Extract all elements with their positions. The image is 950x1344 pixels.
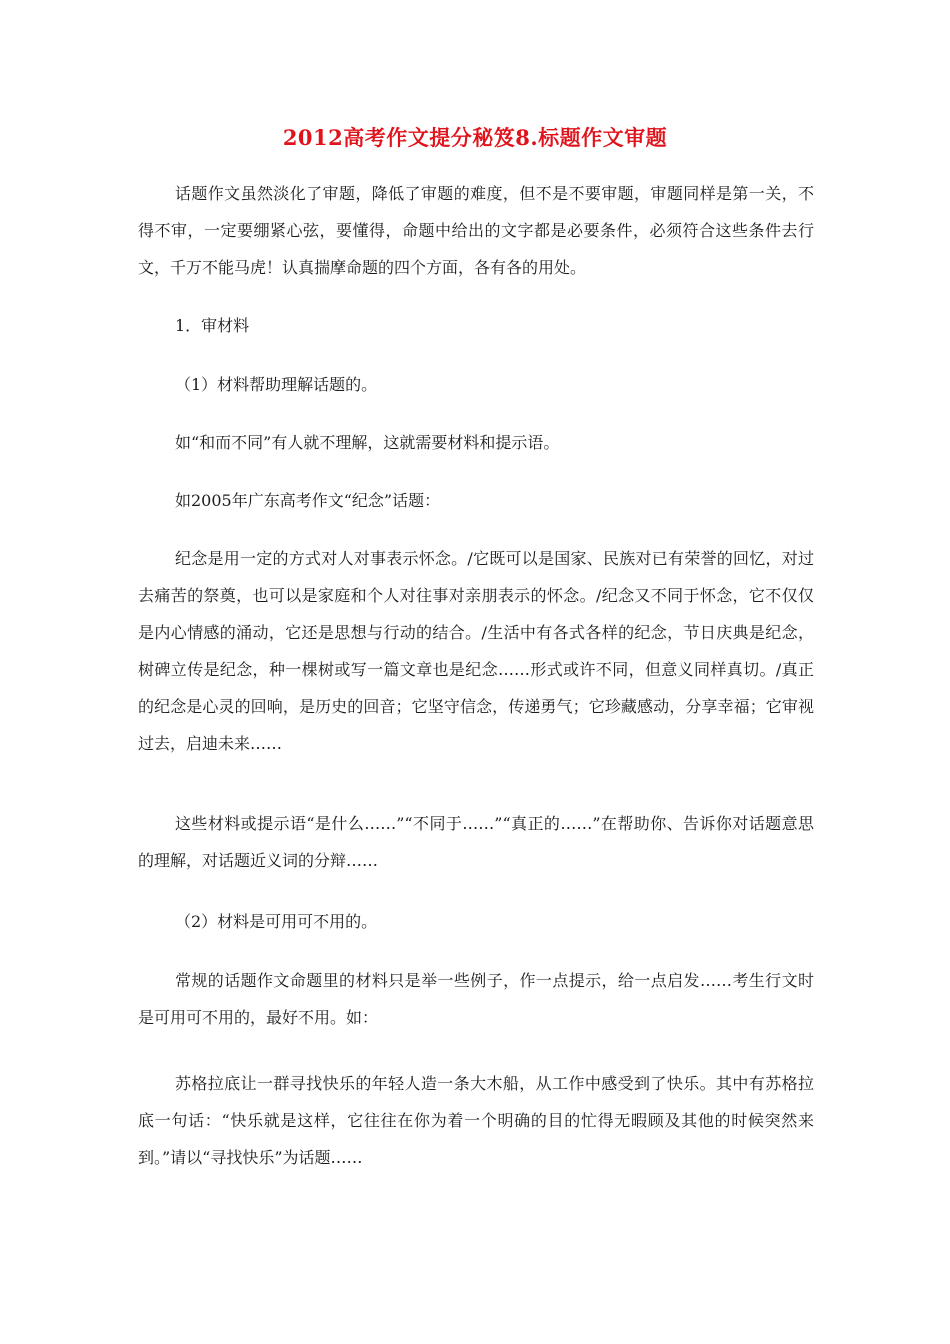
example-2005-line: 如2005年广东高考作文“纪念”话题： xyxy=(175,491,441,510)
document-title: 2012高考作文提分秘笈8.标题作文审题 xyxy=(282,125,668,150)
intro-paragraph: 话题作文虽然淡化了审题，降低了审题的难度，但不是不要审题，审题同样是第一关，不得不审，一定要绷紧心弦，要懂得，命题中给出的文字都是必要条件，必须符合这些条件去行文，千万不能马虎！认真揣摩命题的四个方面，各有各的用处。 xyxy=(138,184,814,277)
socrates-paragraph: 苏格拉底让一群寻找快乐的年轻人造一条大木船，从工作中感受到了快乐。其中有苏格拉底一句话：“快乐就是这样，它往往在你为着一个明确的目的忙得无暇顾及其他的时候突然来到。”请以“寻找快乐”为话题…… xyxy=(138,1074,814,1167)
section-heading-review-material: 1．审材料 xyxy=(175,316,250,335)
analysis-paragraph: 这些材料或提示语“是什么……”“不同于……”“真正的……”在帮助你、告诉你对话题意思的理解，对话题近义词的分辩…… xyxy=(138,814,814,870)
material-quote-paragraph: 纪念是用一定的方式对人对事表示怀念。/它既可以是国家、民族对已有荣誉的回忆，对过去痛苦的祭奠，也可以是家庭和个人对往事对亲朋表示的怀念。/纪念又不同于怀念，它不仅仅是内心情感的涌动，它还是思想与行动的结合。/生活中有各式各样的纪念，节日庆典是纪念，树碑立传是纪念，种一棵树或写一篇文章也是纪念……形式或许不同，但意义同样真切。/真正的纪念是心灵的回响，是历史的回音；它坚守信念，传递勇气；它珍藏感动，分享幸福；它审视过去，启迪未来…… xyxy=(138,549,814,753)
subsection-heading-2: （2）材料是可用可不用的。 xyxy=(175,912,378,931)
example-line: 如“和而不同”有人就不理解，这就需要材料和提示语。 xyxy=(175,433,560,452)
sub2-paragraph: 常规的话题作文命题里的材料只是举一些例子，作一点提示，给一点启发……考生行文时是可用可不用的，最好不用。如： xyxy=(138,971,814,1027)
subsection-heading-1: （1）材料帮助理解话题的。 xyxy=(175,375,378,394)
